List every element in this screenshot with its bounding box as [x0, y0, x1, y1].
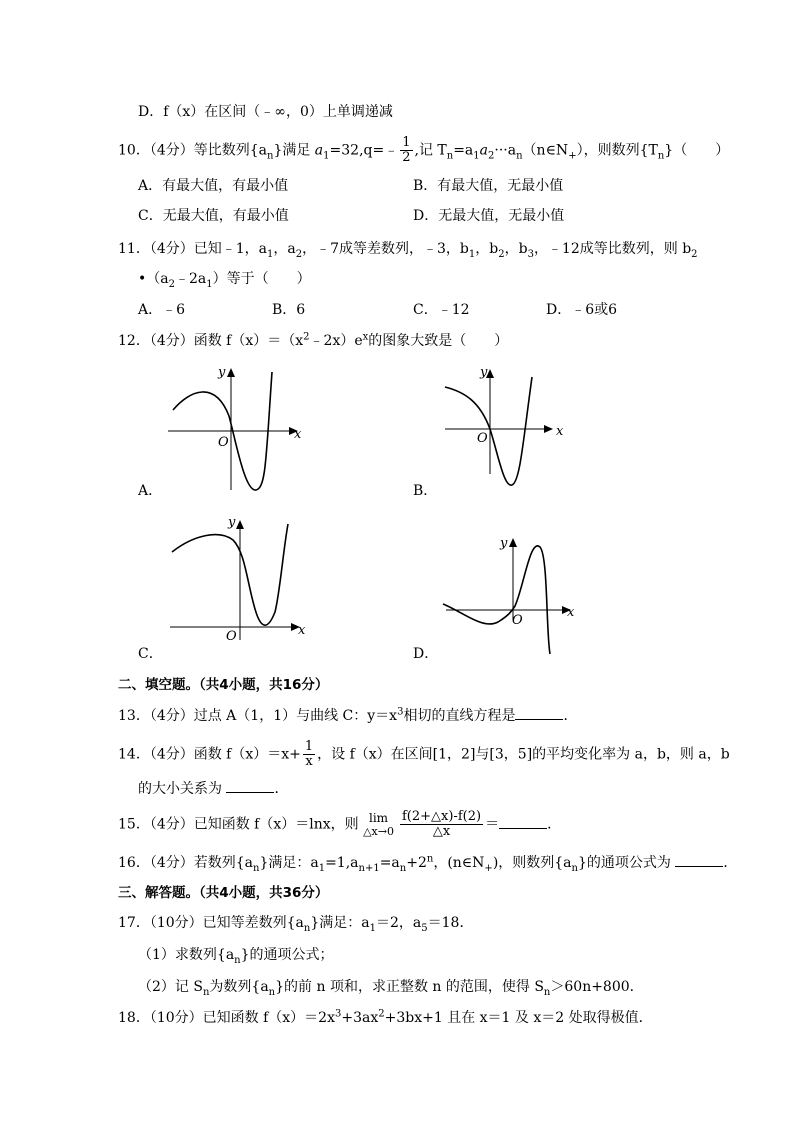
q12-d-x-label: x — [567, 605, 575, 620]
q16-blank[interactable] — [675, 852, 723, 867]
q10-option-a: A．有最大值，有最小值 — [138, 178, 289, 194]
q12-label-d: D． — [413, 646, 439, 662]
q11-option-a: A．﹣6 — [138, 302, 186, 318]
q12-graph-d — [438, 530, 578, 660]
q12-a-y-label: y — [218, 365, 226, 380]
q15-blank[interactable] — [499, 814, 547, 829]
q9-option-d: D．f（x）在区间（﹣∞，0）上单调递减 — [138, 104, 393, 120]
q10-option-c: C．无最大值，有最小值 — [138, 208, 289, 224]
q12-b-y-label: y — [480, 365, 488, 380]
q12-a-origin: O — [218, 435, 229, 450]
q12-d-y-label: y — [500, 536, 508, 551]
q15: 15．（4分）已知函数 f（x）＝lnx，则 lim △x→0 $\frac{f(2+\triangle x)-f(2)}{\triangle x}$ ＝ ． — [118, 809, 562, 839]
q12-c-x-label: x — [298, 623, 306, 638]
q12-d-origin: O — [512, 613, 523, 628]
section-2-heading: 二、填空题。（共4小题，共16分） — [118, 677, 329, 693]
q11-stem-line1: 11．（4分）已知﹣1，$a_1$，$a_2$，﹣7成等差数列，﹣3，$b_1$，$b_2$，$b_3$，﹣12成等比数列，则 $b_2$ — [118, 241, 698, 260]
q11-stem-line2: $•(a_2﹣2a_1)$等于（ ） — [138, 271, 311, 290]
q13-blank[interactable] — [515, 705, 563, 720]
q17-stem: 17．（10分）已知等差数列$\{a_n\}$满足：$a_1=2$，$a_5=18$． — [118, 915, 474, 934]
q12-c-origin: O — [226, 629, 237, 644]
q12-stem: 12．（4分）函数 $f(x)=(x^2﹣2x)e^x$的图象大致是（ ） — [118, 331, 509, 349]
q12-b-x-label: x — [556, 424, 564, 439]
q12-graph-c — [165, 512, 315, 647]
q14-line1: 14．（4分）函数 f（x）＝x+ $\frac{1}{x}$ ，设 f（x）在区间[1，2]与[3，5]的平均变化率为 a，b，则 a，b — [118, 739, 730, 769]
q12-c-y-label: y — [228, 515, 236, 530]
q11-option-c: C．﹣12 — [413, 302, 470, 318]
q12-graph-b — [440, 362, 570, 497]
q13: 13．（4分）过点 A（1，1）与曲线 C：$y=x^3$相切的直线方程是 ． — [118, 706, 578, 724]
section-3-heading: 三、解答题。（共4小题，共36分） — [118, 885, 329, 901]
q10-option-d: D．无最大值，无最小值 — [413, 208, 565, 224]
q12-label-a: A． — [138, 483, 163, 499]
q14-blank[interactable] — [226, 778, 274, 793]
q12-a-x-label: x — [294, 427, 302, 442]
q11-option-b: B．6 — [272, 302, 306, 318]
q10-option-b: B．有最大值，无最小值 — [413, 178, 564, 194]
q12-graph-a — [160, 362, 310, 497]
q11-option-d: D．﹣6或6 — [546, 302, 618, 318]
q16: 16．（4分）若数列$\{a_n\}$满足：$a_1=1,a_{n+1}=a_n+2^n$，$(n\in N_+)$，则数列$\{a_n\}$的通项公式为 ． — [118, 853, 738, 874]
q17-part2: （2）记 $S_n$为数列$\{a_n\}$的前 n 项和，求正整数 n 的范围，使得 $S_n>60n+800$． — [138, 979, 644, 998]
q10-stem: 10．（4分）等比数列$\{a_n\}$满足 $a_1=32,q=﹣$ $\frac{1}{2}$ ,记 $T_n=a_1a_2\cdot\cdot\cdot a_n(n\in N_+)$，则数列$\{T_n\}$（ ） — [118, 135, 730, 165]
q12-b-origin: O — [477, 431, 488, 446]
q17-part1: （1）求数列$\{a_n\}$的通项公式； — [138, 947, 334, 966]
q12-label-b: B． — [413, 483, 438, 499]
q14-line2: 的大小关系为 ． — [138, 778, 288, 799]
q18-stem: 18．（10分）已知函数 $f(x)=2x^3+3ax^2+3bx+1$ 且在 x＝1 及 x＝2 处取得极值． — [118, 1008, 653, 1026]
q12-label-c: C． — [138, 646, 163, 662]
